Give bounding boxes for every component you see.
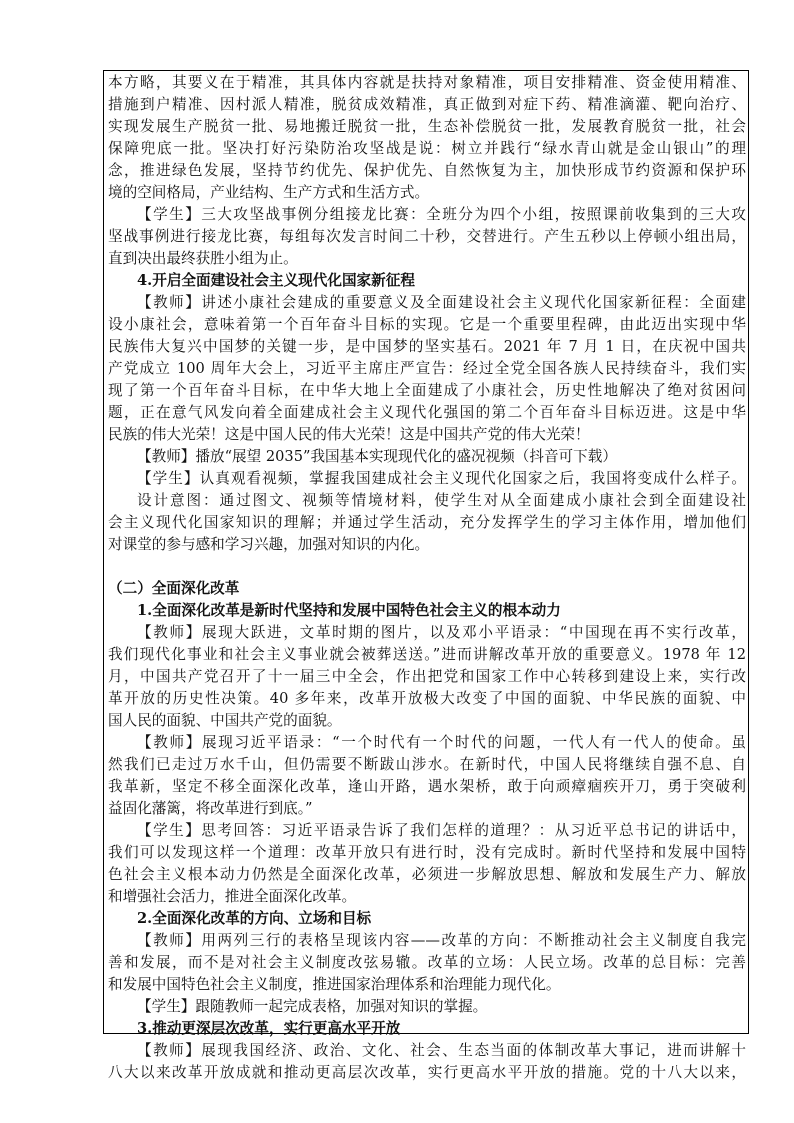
text-line: 念，推进绿色发展，坚持节约优先、保护优先、自然恢复为主，加快形成节约资源和保护环 <box>108 162 746 179</box>
section-heading: （二）全面深化改革 <box>108 580 240 597</box>
text-line: 和增强社会活力，推进全面深化改革。 <box>108 888 357 905</box>
text-line: 【学生】思考回答：习近平语录告诉了我们怎样的道理？：从习近平总书记的讲话中， <box>137 822 746 839</box>
text-line: 【教师】讲述小康社会建成的重要意义及全面建设社会主义现代化国家新征程：全面建 <box>137 294 746 311</box>
text-line: 【教师】展现我国经济、政治、文化、社会、生态当面的体制改革大事记，进而讲解十 <box>137 1042 746 1059</box>
text-line: 对课堂的参与感和学习兴趣，加强对知识的内化。 <box>108 536 430 553</box>
text-line: 【教师】展现大跃进，文革时期的图片，以及邓小平语录：“中国现在再不实行改革， <box>137 624 746 641</box>
text-line: 坚战事例进行接龙比赛，每组每次发言时间二十秒，交替进行。产生五秒以上停顿小组出局， <box>108 228 746 245</box>
section-heading: 3.推动更深层次改革，实行更高水平开放 <box>137 1020 401 1037</box>
text-line: 直到决出最终获胜小组为止。 <box>108 250 298 267</box>
document-body <box>108 72 746 1084</box>
text-line: 保障兜底一批。坚决打好污染防治攻坚战是说：树立并践行“绿水青山就是金山银山”的理 <box>108 140 746 157</box>
text-line: 革开放的历史性决策。40 多年来，改革开放极大改变了中国的面貌、中华民族的面貌、中 <box>108 690 746 707</box>
text-line: 【教师】展现习近平语录：“一个时代有一个时代的问题，一代人有一代人的使命。虽 <box>137 734 746 751</box>
text-line: 八大以来改革开放成就和推动更高层次改革，实行更高水平开放的措施。党的十八大以来， <box>108 1064 746 1081</box>
text-line: 益固化藩篱，将改革进行到底。” <box>108 800 313 817</box>
text-line: 会主义现代化国家知识的理解；并通过学生活动，充分发挥学生的学习主体作用，增加他们 <box>108 514 746 531</box>
text-line: 民族伟大复兴中国梦的关键一步，是中国梦的坚实基石。2021 年 7 月 1 日，在庆祝中国共 <box>108 338 746 355</box>
text-line: 民族的伟大光荣！这是中国人民的伟大光荣！这是中国共产党的伟大光荣！ <box>108 426 590 443</box>
text-line: 色社会主义根本动力仍然是全面深化改革，必须进一步解放思想、解放和发展生产力、解放 <box>108 866 746 883</box>
text-line: 题，正在意气风发向着全面建成社会主义现代化强国的第二个百年奋斗目标迈进。这是中华 <box>108 404 746 421</box>
text-line: 【学生】认真观看视频，掌握我国建成社会主义现代化国家之后，我国将变成什么样子。 <box>137 470 746 487</box>
text-line: 我们可以发现这样一个道理：改革开放只有进行时，没有完成时。新时代坚持和发展中国特 <box>108 844 746 861</box>
text-line: 境的空间格局，产业结构、生产方式和生活方式。 <box>108 184 430 201</box>
text-line: 产党成立 100 周年大会上，习近平主席庄严宣告：经过全党全国各族人民持续奋斗，我们实 <box>108 360 746 377</box>
text-line: 和发展中国特色社会主义制度，推进国家治理体系和治理能力现代化。 <box>108 976 561 993</box>
text-line: 实现发展生产脱贫一批、易地搬迁脱贫一批，生态补偿脱贫一批，发展教育脱贫一批，社会 <box>108 118 746 135</box>
text-line <box>108 556 746 578</box>
text-line: 【教师】播放“展望 2035”我国基本实现现代化的盛况视频（抖音可下载） <box>137 448 617 465</box>
text-line: 然我们已走过万水千山，但仍需要不断跋山涉水。在新时代，中国人民将继续自强不息、自 <box>108 756 746 773</box>
text-line: 措施到户精准、因村派人精准，脱贫成效精准，真正做到对症下药、精准滴灌、靶向治疗、 <box>108 96 746 113</box>
section-heading: 2.全面深化改革的方向、立场和目标 <box>137 910 372 927</box>
section-heading: 1.全面深化改革是新时代坚持和发展中国特色社会主义的根本动力 <box>137 602 561 619</box>
text-line: 设小康社会，意味着第一个百年奋斗目标的实现。它是一个重要里程碑，由此迈出实现中华 <box>108 316 746 333</box>
section-heading: 4.开启全面建设社会主义现代化国家新征程 <box>137 272 415 289</box>
text-line: 本方略，其要义在于精准，其具体内容就是扶持对象精准，项目安排精准、资金使用精准、 <box>108 74 746 91</box>
text-line: 【教师】用两列三行的表格呈现该内容——改革的方向：不断推动社会主义制度自我完 <box>137 932 746 949</box>
text-line: 月，中国共产党召开了十一届三中全会，作出把党和国家工作中心转移到建设上来，实行改 <box>108 668 746 685</box>
text-line: 国人民的面貌、中国共产党的面貌。 <box>108 712 342 729</box>
text-line: 设计意图：通过图文、视频等情境材料，使学生对从全面建成小康社会到全面建设社 <box>137 492 746 509</box>
text-line: 我革新，坚定不移全面深化改革，逢山开路，遇水架桥，敢于向顽瘴痼疾开刀，勇于突破利 <box>108 778 746 795</box>
text-line: 我们现代化事业和社会主义事业就会被葬送送。”进而讲解改革开放的重要意义。1978 年 12 <box>108 646 746 663</box>
text-line: 【学生】三大攻坚战事例分组接龙比赛：全班分为四个小组，按照课前收集到的三大攻 <box>137 206 746 223</box>
text-line: 【学生】跟随教师一起完成表格，加强对知识的掌握。 <box>137 998 488 1015</box>
text-line: 善和发展，而不是对社会主义制度改弦易辙。改革的立场：人民立场。改革的总目标：完善 <box>108 954 746 971</box>
text-line: 现了第一个百年奋斗目标，在中华大地上全面建成了小康社会，历史性地解决了绝对贫困问 <box>108 382 746 399</box>
